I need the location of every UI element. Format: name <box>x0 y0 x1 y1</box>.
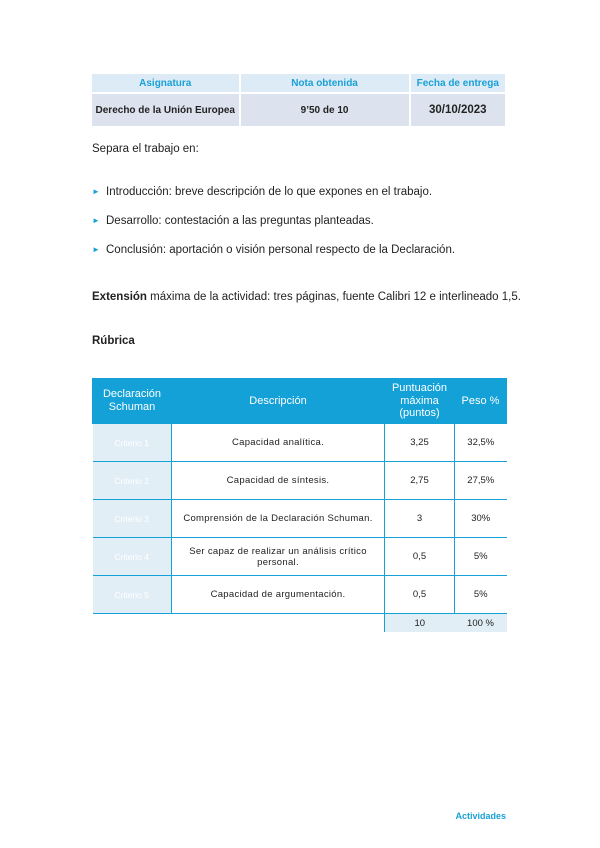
criterion-description: Capacidad de síntesis. <box>172 462 385 500</box>
total-points: 10 <box>385 614 455 633</box>
intro-text: Separa el trabajo en: <box>92 143 199 155</box>
criterion-points: 0,5 <box>385 576 455 614</box>
list-item: ► Introducción: breve descripción de lo que expones en el trabajo. <box>92 186 433 198</box>
criterion-label: Criterio 4 <box>93 538 172 576</box>
criterion-points: 3 <box>385 500 455 538</box>
criterion-points: 2,75 <box>385 462 455 500</box>
criterion-description: Comprensión de la Declaración Schuman. <box>172 500 385 538</box>
rubric-title: Rúbrica <box>92 335 135 347</box>
extension-text: Extensión máxima de la actividad: tres páginas, fuente Calibri 12 e interlineado 1,5. <box>92 291 521 303</box>
criterion-weight: 5% <box>455 576 507 614</box>
table-row <box>93 538 507 576</box>
total-weight: 100 % <box>455 614 507 633</box>
triangle-bullet-icon: ► <box>92 187 100 196</box>
due-date-value: 30/10/2023 <box>410 93 505 127</box>
table-row <box>93 424 507 462</box>
table-row <box>93 462 507 500</box>
criterion-weight: 30% <box>455 500 507 538</box>
subject-value: Derecho de la Unión Europea <box>92 93 240 127</box>
rubric-header-weight: Peso % <box>455 379 507 424</box>
table-row <box>93 500 507 538</box>
criterion-weight: 27,5% <box>455 462 507 500</box>
grade-header: Nota obtenida <box>240 74 410 93</box>
criterion-description: Ser capaz de realizar un análisis crítico personal. <box>172 538 385 576</box>
criterion-points: 3,25 <box>385 424 455 462</box>
subject-header: Asignatura <box>92 74 240 93</box>
criterion-weight: 32,5% <box>455 424 507 462</box>
list-item: ► Conclusión: aportación o visión personal respecto de la Declaración. <box>92 244 456 256</box>
criterion-label: Criterio 5 <box>93 576 172 614</box>
grade-value: 9’50 de 10 <box>240 93 410 127</box>
due-date-header: Fecha de entrega <box>410 74 505 93</box>
rubric-header-description: Descripción <box>172 379 385 424</box>
table-row <box>93 576 507 614</box>
criterion-label: Criterio 1 <box>93 424 172 462</box>
footer-label: Actividades <box>455 811 506 821</box>
criterion-description: Capacidad analítica. <box>172 424 385 462</box>
rubric-header-criterion: Declaración Schuman <box>93 379 172 424</box>
criterion-points: 0,5 <box>385 538 455 576</box>
criterion-label: Criterio 2 <box>93 462 172 500</box>
assignment-info-table <box>92 74 505 128</box>
criterion-label: Criterio 3 <box>93 500 172 538</box>
triangle-bullet-icon: ► <box>92 216 100 225</box>
rubric-table <box>92 378 507 632</box>
triangle-bullet-icon: ► <box>92 245 100 254</box>
criterion-description: Capacidad de argumentación. <box>172 576 385 614</box>
list-item: ► Desarrollo: contestación a las preguntas planteadas. <box>92 215 374 227</box>
totals-row <box>93 614 507 633</box>
criterion-weight: 5% <box>455 538 507 576</box>
rubric-header-points: Puntuación máxima (puntos) <box>385 379 455 424</box>
